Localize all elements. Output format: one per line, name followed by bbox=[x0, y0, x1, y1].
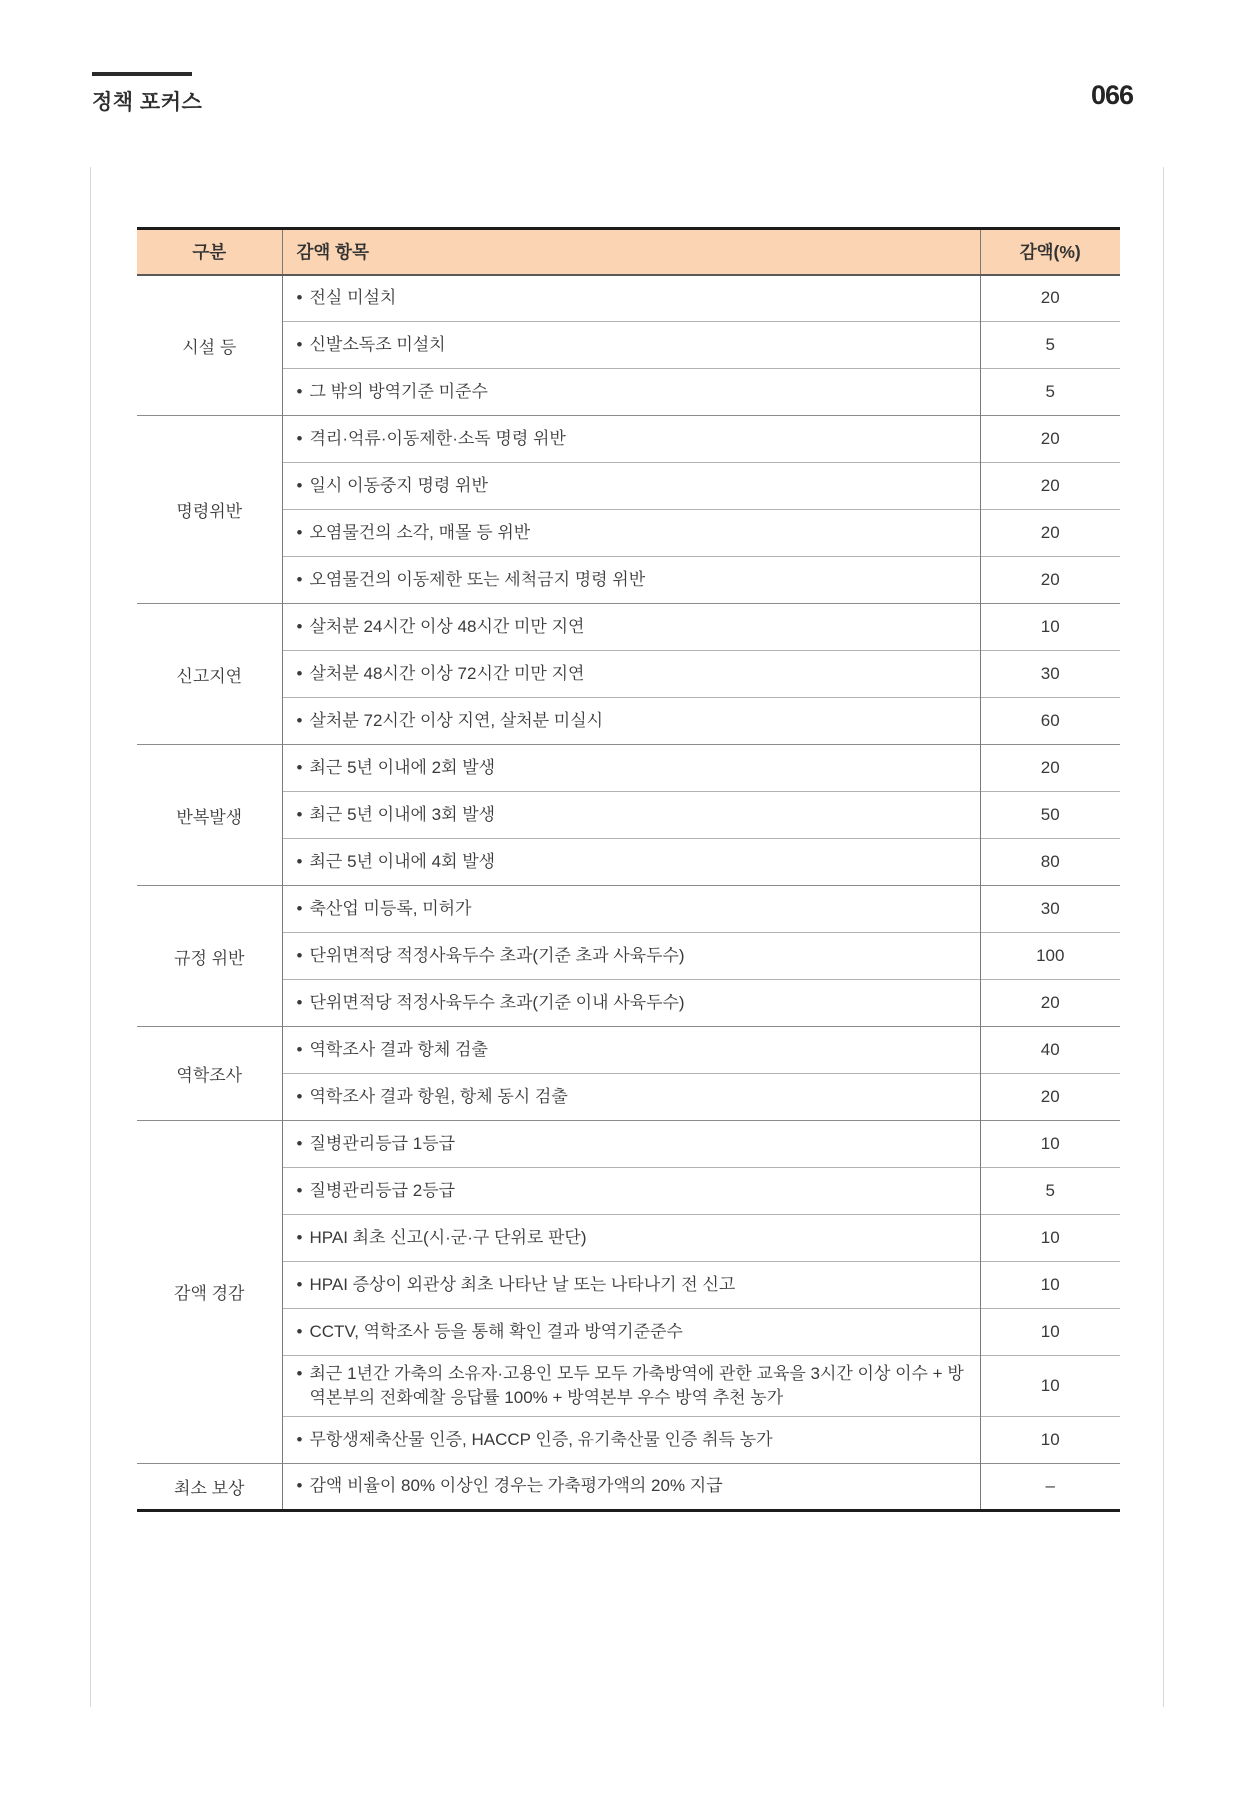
category-cell: 감액 경감 bbox=[137, 1121, 282, 1464]
item-text: • 감액 비율이 80% 이상인 경우는 가축평가액의 20% 지급 bbox=[297, 1474, 968, 1498]
item-cell bbox=[282, 275, 980, 322]
table-row bbox=[137, 698, 1120, 745]
item-text: • 전실 미설치 bbox=[297, 286, 968, 310]
category-cell: 규정 위반 bbox=[137, 886, 282, 1027]
item-cell bbox=[282, 839, 980, 886]
item-cell bbox=[282, 1215, 980, 1262]
page-number: 066 bbox=[1090, 80, 1133, 110]
percent-cell: 10 bbox=[980, 1121, 1120, 1168]
table-row bbox=[137, 510, 1120, 557]
percent-cell: 20 bbox=[980, 463, 1120, 510]
table-row bbox=[137, 1309, 1120, 1356]
item-text: • 오염물건의 소각, 매몰 등 위반 bbox=[297, 521, 968, 545]
item-text: • 오염물건의 이동제한 또는 세척금지 명령 위반 bbox=[297, 568, 968, 592]
percent-cell: 5 bbox=[980, 1168, 1120, 1215]
item-text: • 그 밖의 방역기준 미준수 bbox=[297, 380, 968, 404]
percent-cell: 30 bbox=[980, 886, 1120, 933]
table-row bbox=[137, 1027, 1120, 1074]
item-text: • 최근 5년 이내에 2회 발생 bbox=[297, 756, 968, 780]
table-row bbox=[137, 604, 1120, 651]
table-row bbox=[137, 1215, 1120, 1262]
category-cell: 역학조사 bbox=[137, 1027, 282, 1121]
item-text: • 질병관리등급 1등급 bbox=[297, 1132, 968, 1156]
item-text: • 최근 1년간 가축의 소유자·고용인 모두 모두 가축방역에 관한 교육을 3시간 이상 이수 + 방역본부의 전화예찰 응답률 100% + 방역본부 우수 방역 추천 농가 bbox=[297, 1362, 968, 1410]
right-margin-rule bbox=[1163, 167, 1164, 1707]
item-text: • 무항생제축산물 인증, HACCP 인증, 유기축산물 인증 취득 농가 bbox=[297, 1428, 968, 1452]
table-row bbox=[137, 463, 1120, 510]
header-item: 감액 항목 bbox=[282, 229, 980, 275]
table-row bbox=[137, 651, 1120, 698]
item-cell bbox=[282, 980, 980, 1027]
item-text: • 살처분 72시간 이상 지연, 살처분 미실시 bbox=[297, 709, 968, 733]
table-row bbox=[137, 322, 1120, 369]
table-row bbox=[137, 1356, 1120, 1417]
percent-cell: 20 bbox=[980, 1074, 1120, 1121]
percent-cell: 10 bbox=[980, 1262, 1120, 1309]
category-cell: 신고지연 bbox=[137, 604, 282, 745]
table-row bbox=[137, 275, 1120, 322]
item-cell bbox=[282, 1463, 980, 1510]
item-text: • 질병관리등급 2등급 bbox=[297, 1179, 968, 1203]
table-row bbox=[137, 792, 1120, 839]
item-cell bbox=[282, 1262, 980, 1309]
item-cell bbox=[282, 604, 980, 651]
table-row bbox=[137, 886, 1120, 933]
percent-cell: 10 bbox=[980, 1416, 1120, 1463]
item-cell bbox=[282, 1416, 980, 1463]
percent-cell: 20 bbox=[980, 980, 1120, 1027]
item-text: • 단위면적당 적정사육두수 초과(기준 이내 사육두수) bbox=[297, 991, 968, 1015]
percent-cell: 100 bbox=[980, 933, 1120, 980]
table-row bbox=[137, 745, 1120, 792]
item-text: • 최근 5년 이내에 3회 발생 bbox=[297, 803, 968, 827]
header-category: 구분 bbox=[137, 229, 282, 275]
item-cell bbox=[282, 369, 980, 416]
item-text: • HPAI 증상이 외관상 최초 나타난 날 또는 나타나기 전 신고 bbox=[297, 1273, 968, 1297]
percent-cell: 60 bbox=[980, 698, 1120, 745]
item-cell bbox=[282, 322, 980, 369]
item-cell bbox=[282, 510, 980, 557]
item-cell bbox=[282, 1356, 980, 1417]
table-row bbox=[137, 1074, 1120, 1121]
table-row bbox=[137, 1168, 1120, 1215]
percent-cell: 5 bbox=[980, 322, 1120, 369]
header-percent: 감액(%) bbox=[980, 229, 1120, 275]
percent-cell: 10 bbox=[980, 1309, 1120, 1356]
item-text: • 신발소독조 미설치 bbox=[297, 333, 968, 357]
item-text: • 격리·억류·이동제한·소독 명령 위반 bbox=[297, 427, 968, 451]
table-row bbox=[137, 1416, 1120, 1463]
section-label: 정책 포커스 bbox=[92, 91, 203, 114]
percent-cell: 10 bbox=[980, 1356, 1120, 1417]
category-cell: 최소 보상 bbox=[137, 1463, 282, 1510]
item-cell bbox=[282, 1074, 980, 1121]
item-cell bbox=[282, 1168, 980, 1215]
percent-cell: 40 bbox=[980, 1027, 1120, 1074]
table-row bbox=[137, 416, 1120, 463]
table-row bbox=[137, 933, 1120, 980]
item-cell bbox=[282, 1027, 980, 1074]
item-text: • 최근 5년 이내에 4회 발생 bbox=[297, 850, 968, 874]
percent-cell: 20 bbox=[980, 416, 1120, 463]
item-cell bbox=[282, 651, 980, 698]
category-cell: 명령위반 bbox=[137, 416, 282, 604]
percent-cell: 10 bbox=[980, 604, 1120, 651]
table-header-row bbox=[137, 229, 1120, 275]
percent-cell: 20 bbox=[980, 557, 1120, 604]
reduction-table-container bbox=[137, 227, 1120, 1512]
item-cell bbox=[282, 416, 980, 463]
percent-cell: 20 bbox=[980, 275, 1120, 322]
percent-cell: 10 bbox=[980, 1215, 1120, 1262]
left-margin-rule bbox=[90, 167, 91, 1707]
item-cell bbox=[282, 792, 980, 839]
reduction-table bbox=[137, 227, 1120, 1512]
item-text: • 축산업 미등록, 미허가 bbox=[297, 897, 968, 921]
percent-cell: 20 bbox=[980, 510, 1120, 557]
table-row bbox=[137, 839, 1120, 886]
item-text: • 역학조사 결과 항체 검출 bbox=[297, 1038, 968, 1062]
item-cell bbox=[282, 745, 980, 792]
percent-cell: 5 bbox=[980, 369, 1120, 416]
category-cell: 시설 등 bbox=[137, 275, 282, 416]
item-cell bbox=[282, 698, 980, 745]
section-rule bbox=[92, 72, 192, 76]
item-text: • 일시 이동중지 명령 위반 bbox=[297, 474, 968, 498]
item-cell bbox=[282, 886, 980, 933]
item-text: • HPAI 최초 신고(시·군·구 단위로 판단) bbox=[297, 1226, 968, 1250]
table-row bbox=[137, 369, 1120, 416]
item-text: • 단위면적당 적정사육두수 초과(기준 초과 사육두수) bbox=[297, 944, 968, 968]
item-cell bbox=[282, 463, 980, 510]
item-text: • 역학조사 결과 항원, 항체 동시 검출 bbox=[297, 1085, 968, 1109]
item-text: • 살처분 24시간 이상 48시간 미만 지연 bbox=[297, 615, 968, 639]
percent-cell: 30 bbox=[980, 651, 1120, 698]
category-cell: 반복발생 bbox=[137, 745, 282, 886]
item-text: • CCTV, 역학조사 등을 통해 확인 결과 방역기준준수 bbox=[297, 1320, 968, 1344]
table-row bbox=[137, 1463, 1120, 1510]
item-cell bbox=[282, 557, 980, 604]
percent-cell: 80 bbox=[980, 839, 1120, 886]
item-cell bbox=[282, 1309, 980, 1356]
percent-cell: – bbox=[980, 1463, 1120, 1510]
percent-cell: 20 bbox=[980, 745, 1120, 792]
table-row bbox=[137, 1121, 1120, 1168]
table-row bbox=[137, 557, 1120, 604]
item-text: • 살처분 48시간 이상 72시간 미만 지연 bbox=[297, 662, 968, 686]
table-row bbox=[137, 980, 1120, 1027]
item-cell bbox=[282, 933, 980, 980]
percent-cell: 50 bbox=[980, 792, 1120, 839]
table-row bbox=[137, 1262, 1120, 1309]
item-cell bbox=[282, 1121, 980, 1168]
